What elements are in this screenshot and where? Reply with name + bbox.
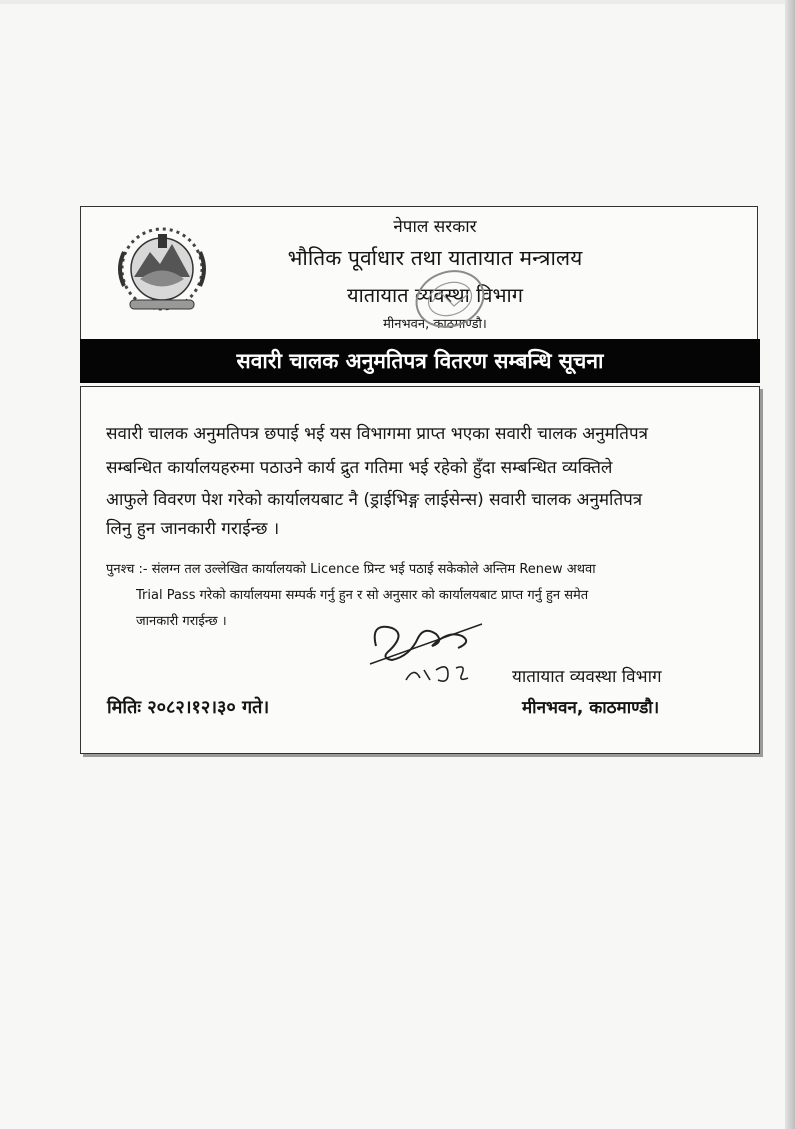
scan-edge-top: [0, 0, 795, 4]
government-name: नेपाल सरकार: [393, 217, 477, 237]
notice-title: सवारी चालक अनुमतिपत्र वितरण सम्बन्धि सूचना: [80, 339, 760, 383]
nepal-government-emblem-icon: [110, 222, 214, 318]
signatory-address: मीनभवन, काठमाण्डौ।: [522, 698, 660, 718]
body-line-4: लिनु हुन जानकारी गराईन्छ ।: [106, 519, 280, 539]
scan-edge-right: [785, 0, 795, 1129]
postscript-line-1: पुनश्च :- संलग्न तल उल्लेखित कार्यालयको Licence प्रिन्ट भई पठाई सकेकोले अन्तिम Renew अथवा: [106, 562, 596, 577]
department-name: यातायात व्यवस्था विभाग: [347, 283, 523, 307]
body-line-2: सम्बन्धित कार्यालयहरुमा पठाउने कार्य द्रुत गतिमा भई रहेको हुँदा सम्बन्धित व्यक्तिले: [106, 458, 613, 478]
postscript-line-3: जानकारी गराईन्छ ।: [136, 614, 227, 629]
handwritten-signature: [362, 616, 492, 690]
postscript-line-2: Trial Pass गरेको कार्यालयमा सम्पर्क गर्नु हुन र सो अनुसार को कार्यालयबाट प्राप्त गर्नु हुन समेत: [136, 588, 589, 603]
office-address: मीनभवन, काठमाण्डौ।: [383, 317, 487, 332]
body-line-1: सवारी चालक अनुमतिपत्र छपाई भई यस विभागमा प्राप्त भएका सवारी चालक अनुमतिपत्र: [106, 424, 648, 444]
department-stamp-icon: [410, 266, 490, 332]
signatory-department: यातायात व्यवस्था विभाग: [512, 667, 662, 687]
ministry-name: भौतिक पूर्वाधार तथा यातायात मन्त्रालय: [287, 246, 583, 270]
notice-date: मितिः २०८२।१२।३० गते।: [107, 697, 270, 718]
body-line-3: आफुले विवरण पेश गरेको कार्यालयबाट नै (ड्राईभिङ्ग लाईसेन्स) सवारी चालक अनुमतिपत्र: [106, 490, 643, 510]
